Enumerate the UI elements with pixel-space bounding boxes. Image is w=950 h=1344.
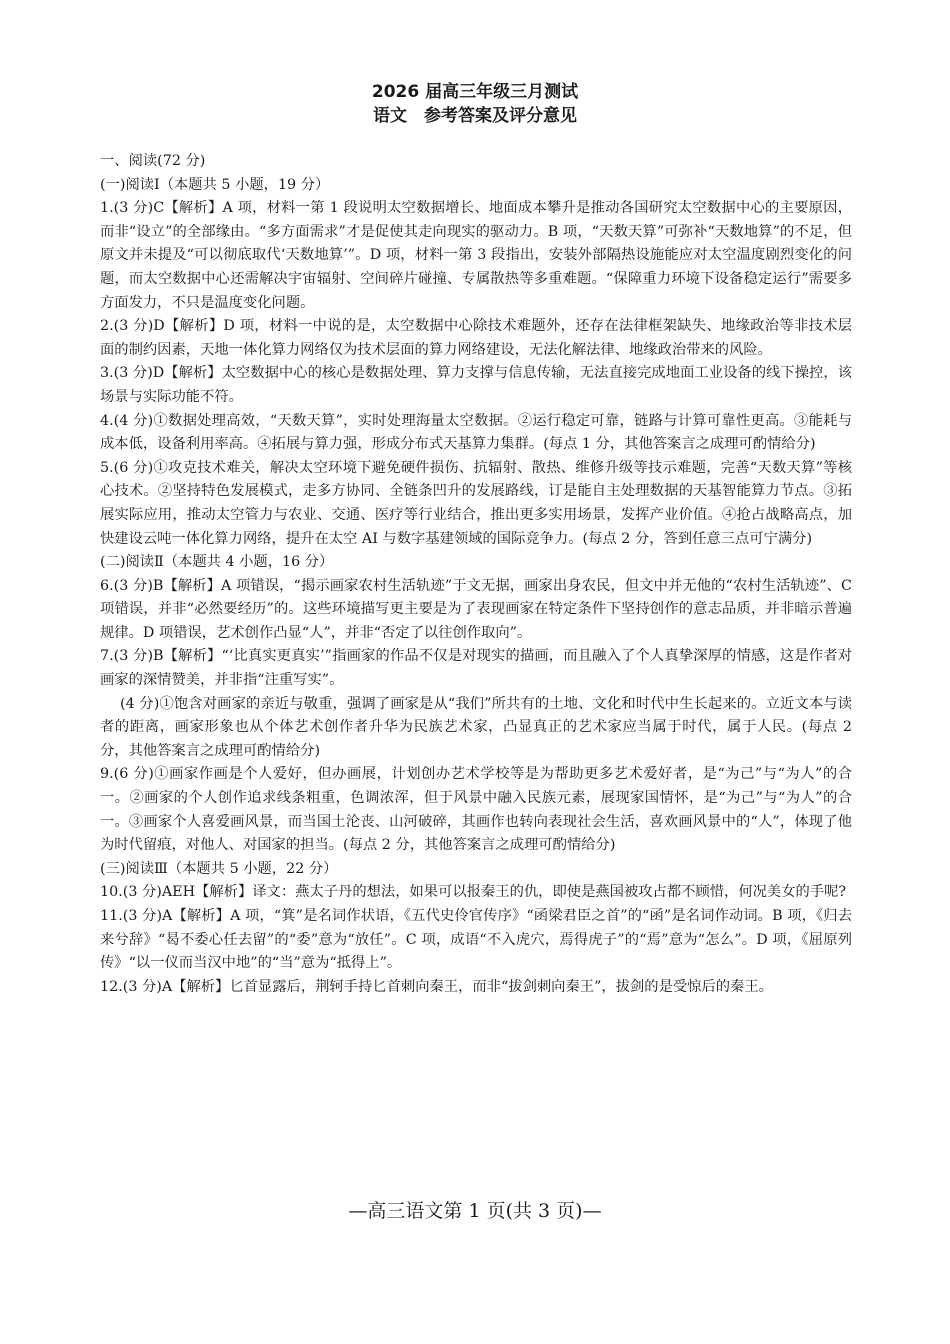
answer-body [100, 150, 852, 999]
answer-q6: 6.(3 分)B【解析】A 项错误，“揭示画家农村生活轨迹”于文无据，画家出身农民，但文中并无他的“农村生活轨迹”、C 项错误，并非“必然要经历”的。这些环境描写更主要是为了表现画家在特定条件下坚持创作的意志品质，并非暗示普遍规律。D 项错误，艺术创作凸显“人”，并非“否定了以往创作取向”。 [100, 577, 852, 641]
subsection-heading-reading-3: (三)阅读Ⅲ（本题共 5 小题，22 分） [100, 860, 338, 877]
answer-q9: 9.(6 分)①画家作画是个人爱好，但办画展，计划创办艺术学校等是为帮助更多艺术爱好者，是“为己”与“为人”的合一。②画家的个人创作追求线条粗重，色调浓浑，但于风景中融入民族元素，展现家国情怀，是“为己”与“为人”的合一。③画家个人喜爱画风景，而当国土沦丧、山河破碎，其画作也转向表现社会生活，喜欢画风景中的“人”，体现了他为时代留痕，对他人、对国家的担当。(每点 2 分，其他答案言之成理可酌情给分) [100, 766, 852, 854]
answer-q3: 3.(3 分)D【解析】太空数据中心的核心是数据处理、算力支撑与信息传输，无法直接完成地面工业设备的线下操控，该场景与实际功能不符。 [100, 365, 852, 405]
page-footer: —高三语文第 1 页(共 3 页)— [348, 1200, 602, 1222]
answer-q1: 1.(3 分)C【解析】A 项，材料一第 1 段说明太空数据增长、地面成本攀升是推动各国研究太空数据中心的主要原因，而非“设立”的全部缘由。“多方面需求”才是促使其走向现实的驱动力。B 项，“天数天算”可弥补“天数地算”的不足，但原文并未提及“可以彻底取代‘天数地算’”。D 项，材料一第 3 段指出，安装外部隔热设施能应对太空温度剧烈变化的问题，而太空数据中心还需解决宇宙辐射、空间碎片碰撞、专属散热等多重难题。“保障重力环境下设备稳定运行”需要多方面发力，不只是温度变化问题。 [100, 200, 852, 311]
subsection-heading-reading-2: (二)阅读Ⅱ（本题共 4 小题，16 分） [100, 554, 334, 571]
answer-q7: 7.(3 分)B【解析】“‘比真实更真实’”指画家的作品不仅是对现实的描画，而且融入了个人真挚深厚的情感，这是作者对画家的深情赞美，并非指“注重写实”。 [100, 648, 852, 689]
section-heading-reading: 一、阅读(72 分) [100, 153, 206, 169]
answer-q5: 5.(6 分)①攻克技术难关，解决太空环境下避免硬件损伤、抗辐射、散热、维修升级等技示难题，完善“天数天算”等核心技术。②坚持特色发展模式，走多方协同、全链条凹升的发展路线，订是能自主处理数据的天基智能算力节点。③拓展实际应用，推动太空管力与农业、交通、医疗等行业结合，推出更多实用场景，发挥产业价值。④抢占战略高点，加快建设云吨一体化算力网络，提升在太空 AI 与数字基建领域的国际竞争力。(每点 2 分，答到任意三点可宁满分) [100, 459, 852, 547]
answer-q12: 12.(3 分)A【解析】匕首显露后，荆轲手持匕首刺向秦王，而非“拔剑刺向秦王”，拔剑的是受惊后的秦王。 [100, 978, 773, 995]
subsection-heading-reading-1: (一)阅读Ⅰ（本题共 5 小题，19 分） [100, 176, 330, 193]
answer-q2: 2.(3 分)D【解析】D 项，材料一中说的是，太空数据中心除技术难题外，还存在法律框架缺失、地缘政治等非技术层面的制约因素，天地一体化算力网络仅为技术层面的算力网络建设，无法化解法律、地缘政治带来的风险。 [100, 318, 852, 358]
document-subtitle: 语文 参考答案及评分意见 [373, 106, 577, 126]
answer-q10: 10.(3 分)AEH【解析】译文：燕太子丹的想法，如果可以报秦王的仇，即使是燕国被攻占都不顾惜，何况美女的手呢? [100, 884, 847, 901]
answer-q11: 11.(3 分)A【解析】A 项，“箕”是名词作状语，《五代史伶官传序》“函梁君臣之首”的“函”是名词作动词。B 项，《归去来兮辞》“曷不委心任去留”的“委”意为“放任”。C 项，成语“不入虎穴，焉得虎子”的“焉”意为“怎么”。D 项，《屈原列传》“以一仪而当汉中地”的“当”意为“抵得上”。 [100, 908, 852, 972]
answer-q8: (4 分)①饱含对画家的亲近与敬重，强调了画家是从“我们”所共有的土地、文化和时代中生长起来的。立近文本与读者的距离，画家形象也从个体艺术创作者升华为民族艺术家，凸显真正的艺术家应当属于时代，属于人民。(每点 2 分，其他答案言之成理可酌情给分) [100, 695, 852, 759]
document-title: 2026 届高三年级三月测试 [371, 82, 579, 102]
answer-q4: 4.(4 分)①数据处理高效，“天数天算”，实时处理海量太空数据。②运行稳定可靠，链路与计算可靠性更高。③能耗与成本低，设备利用率高。④拓展与算力强，形成分布式天基算力集群。(每点 1 分，其他答案言之成理可酌情给分) [100, 412, 852, 453]
